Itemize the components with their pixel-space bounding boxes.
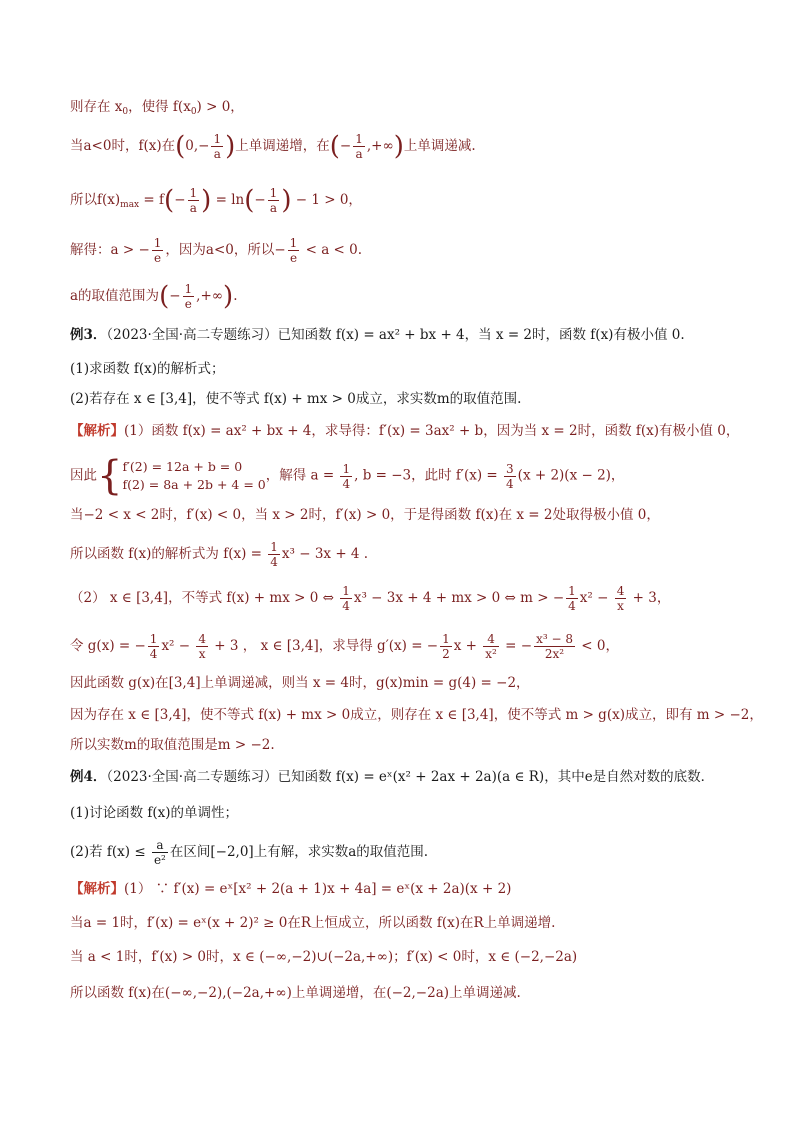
- solution-3-line-1: 【解析】(1）函数 f(x) = ax² + bx + 4，求导得：f′(x) = 3ax² + b，因为当 x = 2时，函数 f(x)有极小值 0，: [70, 423, 740, 439]
- solution-3-line-6: 令 g(x) = − $\frac{1}{4}$ x² − $\frac{4}{x}$ + 3 ， x ∈ [3,4]，求导得 g′(x) = − $\frac{1}{2}$ x + $\frac{4}{\text{x²}}$ = − $\frac{\text{x³ − 8}}{\text{2x²}}$ < 0，: [70, 632, 619, 661]
- solution-3-line-8: 因为存在 x ∈ [3,4]，使不等式 f(x) + mx > 0成立，则存在 x ∈ [3,4]，使不等式 m > g(x)成立，即有 m > −2，: [70, 707, 763, 723]
- solution-4-line-4: 所以函数 f(x)在(−∞,−2),(−2a,+∞)上单调递增，在(−2,−2a)上单调递减.: [70, 985, 521, 1001]
- example-4-statement: 例4．（2023·全国·高二专题练习）已知函数 f(x) = eˣ(x² + 2ax + 2a)(a ∈ R)，其中e是自然对数的底数．: [70, 769, 715, 785]
- solution-3-line-3: 当−2 < x < 2时，f′(x) < 0，当 x > 2时，f′(x) > 0，于是得函数 f(x)在 x = 2处取得极小值 0，: [70, 507, 660, 523]
- solution-4-line-2: 当a = 1时，f′(x) = eˣ(x + 2)² ≥ 0在R上恒成立，所以函数 f(x)在R上单调递增.: [70, 915, 556, 931]
- example-3-question-1: (1)求函数 f(x)的解析式；: [70, 361, 225, 377]
- solution-3-line-7: 因此函数 g(x)在[3,4]上单调递减，则当 x = 4时，g(x)min = g(4) = −2，: [70, 675, 530, 691]
- example-4-question-1: (1)讨论函数 f(x)的单调性；: [70, 805, 239, 821]
- solution-3-line-4: 所以函数 f(x)的解析式为 f(x) = $\frac{1}{4}$ x³ − 3x + 4 .: [70, 540, 369, 569]
- line-monotonic-a-neg: 当a<0时，f(x)在(0,− $\frac{1}{a}$ )上单调递增，在(− $\frac{1}{a}$ ,+∞)上单调递减.: [70, 131, 476, 162]
- solution-3-system: 因此{ f′(2) = 12a + b = 0 f(2) = 8a + 2b + 4 = 0 ，解得 a = $\frac{1}{4}$ , b = −3，此时 f′(x) = $\frac{3}{4}$ (x + 2)(x − 2)，: [70, 453, 625, 499]
- line-fmax: 所以$f(x)_{max} = f(-$ $\frac{1}{a}$ ) = ln(− $\frac{1}{a}$ ) − 1 > 0，: [70, 185, 362, 216]
- example-3-question-2: (2)若存在 x ∈ [3,4]，使不等式 f(x) + mx > 0成立，求实数m的取值范围.: [70, 391, 522, 407]
- solution-3-line-5: （2） x ∈ [3,4]，不等式 f(x) + mx > 0 ⇔ $\frac{1}{4}$ x³ − 3x + 4 + mx > 0 ⇔ m > − $\frac{1}{4}$ x² − $\frac{4}{x}$ + 3，: [70, 584, 671, 613]
- line-solve-a: 解得：a > − $\frac{1}{e}$ ，因为a<0，所以− $\frac{1}{e}$ < a < 0.: [70, 236, 363, 265]
- solution-4-line-3: 当 a < 1时，f′(x) > 0时，x ∈ (−∞,−2)∪(−2a,+∞)；f′(x) < 0时，x ∈ (−2,−2a): [70, 949, 578, 965]
- line-exists-x0: 则存在 $x_0$，使得 $f(x_0) > 0$，: [70, 99, 244, 117]
- solution-4-line-1: 【解析】(1） ∵ f′(x) = eˣ[x² + 2(a + 1)x + 4a] = eˣ(x + 2a)(x + 2): [70, 881, 512, 897]
- line-range-a: a的取值范围为(− $\frac{1}{e}$ ,+∞).: [70, 281, 238, 312]
- example-3-statement: 例3．（2023·全国·高二专题练习）已知函数 f(x) = ax² + bx + 4，当 x = 2时，函数 f(x)有极小值 0.: [70, 327, 685, 343]
- solution-3-line-9: 所以实数m的取值范围是m > −2.: [70, 737, 275, 753]
- example-4-question-2: (2)若 f(x) ≤ $\frac{a}{\text{e²}}$ 在区间[−2,0]上有解，求实数a的取值范围.: [70, 838, 429, 867]
